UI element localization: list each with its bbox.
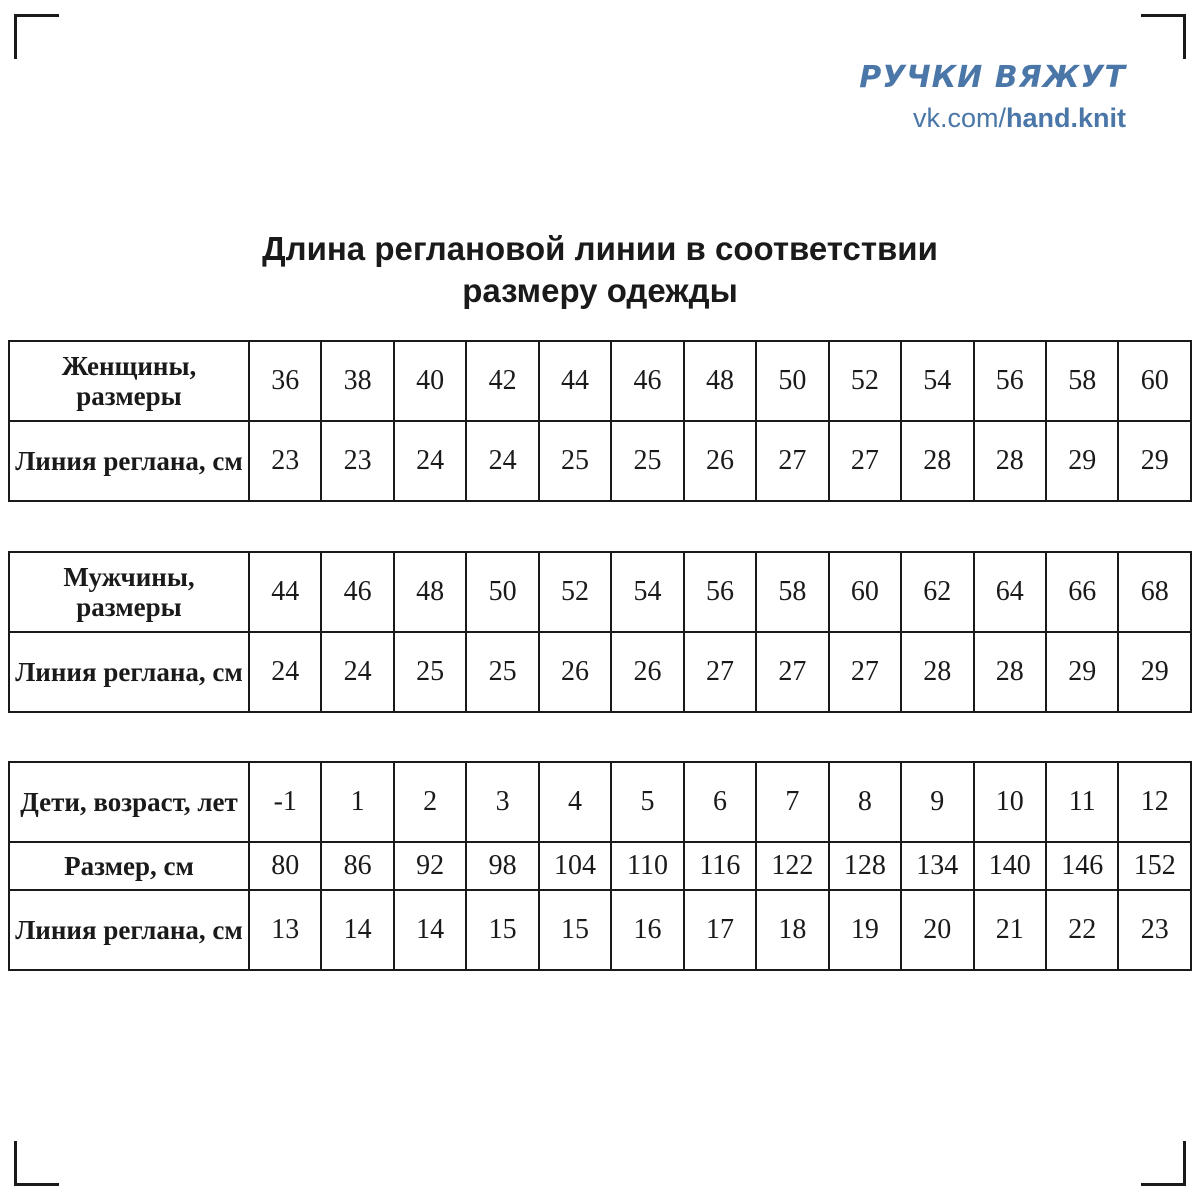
brand-name: РУЧКИ ВЯЖУТ xyxy=(859,60,1126,95)
table-cell: 92 xyxy=(394,842,466,890)
table-cell: 27 xyxy=(829,421,901,501)
table-cell: 22 xyxy=(1046,890,1118,970)
table-cell: 66 xyxy=(1046,552,1118,632)
table-cell: 11 xyxy=(1046,762,1118,842)
table-cell: 68 xyxy=(1118,552,1191,632)
table-cell: 26 xyxy=(539,632,611,712)
table-cell: 24 xyxy=(321,632,393,712)
table-cell: 24 xyxy=(249,632,321,712)
table-cell: 28 xyxy=(901,421,973,501)
table-cell: 86 xyxy=(321,842,393,890)
table-cell: 29 xyxy=(1046,632,1118,712)
table-cell: 50 xyxy=(466,552,538,632)
men-sizes-row xyxy=(9,552,1191,632)
table-cell: 28 xyxy=(901,632,973,712)
brand-url-handle: hand.knit xyxy=(1006,103,1126,133)
women-raglan-row xyxy=(9,421,1191,501)
table-cell: 25 xyxy=(394,632,466,712)
table-cell: 15 xyxy=(539,890,611,970)
table-cell: 15 xyxy=(466,890,538,970)
table-cell: 42 xyxy=(466,341,538,421)
brand-url[interactable] xyxy=(859,103,1126,134)
children-ages-row xyxy=(9,762,1191,842)
crop-mark-top-right xyxy=(1141,14,1186,59)
table-cell: 24 xyxy=(466,421,538,501)
table-cell: 27 xyxy=(684,632,756,712)
table-cell: 54 xyxy=(901,341,973,421)
table-cell: 54 xyxy=(611,552,683,632)
table-cell: 27 xyxy=(829,632,901,712)
women-raglan-label: Линия реглана, см xyxy=(9,421,249,501)
table-cell: 50 xyxy=(756,341,828,421)
table-cell: 146 xyxy=(1046,842,1118,890)
table-cell: 48 xyxy=(684,341,756,421)
table-cell: 104 xyxy=(539,842,611,890)
table-cell: 4 xyxy=(539,762,611,842)
children-ages-label: Дети, возраст, лет xyxy=(9,762,249,842)
women-sizes-row xyxy=(9,341,1191,421)
title-line-1: Длина реглановой линии в соответствии xyxy=(262,230,938,267)
table-cell: 134 xyxy=(901,842,973,890)
table-cell: 26 xyxy=(611,632,683,712)
title-line-2: размеру одежды xyxy=(462,272,738,309)
table-cell: 16 xyxy=(611,890,683,970)
men-table xyxy=(8,551,1192,713)
table-cell: 25 xyxy=(466,632,538,712)
table-cell: 7 xyxy=(756,762,828,842)
table-cell: 28 xyxy=(974,421,1046,501)
table-cell: 29 xyxy=(1118,421,1191,501)
women-sizes-label: Женщины, размеры xyxy=(9,341,249,421)
table-cell: 25 xyxy=(611,421,683,501)
table-cell: 44 xyxy=(539,341,611,421)
table-cell: 14 xyxy=(321,890,393,970)
table-cell: 128 xyxy=(829,842,901,890)
table-cell: 60 xyxy=(829,552,901,632)
children-table xyxy=(8,761,1192,971)
table-cell: 8 xyxy=(829,762,901,842)
table-cell: 58 xyxy=(1046,341,1118,421)
men-raglan-row xyxy=(9,632,1191,712)
table-cell: 48 xyxy=(394,552,466,632)
table-cell: 29 xyxy=(1046,421,1118,501)
table-cell: 1 xyxy=(321,762,393,842)
table-cell: 10 xyxy=(974,762,1046,842)
brand-watermark xyxy=(859,60,1126,134)
table-cell: 23 xyxy=(1118,890,1191,970)
children-sizes-label: Размер, см xyxy=(9,842,249,890)
table-cell: 17 xyxy=(684,890,756,970)
crop-mark-bottom-right xyxy=(1141,1141,1186,1186)
table-cell: 122 xyxy=(756,842,828,890)
table-cell: -1 xyxy=(249,762,321,842)
table-cell: 38 xyxy=(321,341,393,421)
table-cell: 40 xyxy=(394,341,466,421)
table-cell: 52 xyxy=(829,341,901,421)
table-cell: 20 xyxy=(901,890,973,970)
table-cell: 14 xyxy=(394,890,466,970)
table-cell: 110 xyxy=(611,842,683,890)
table-cell: 27 xyxy=(756,632,828,712)
table-cell: 80 xyxy=(249,842,321,890)
table-cell: 140 xyxy=(974,842,1046,890)
men-sizes-label: Мужчины, размеры xyxy=(9,552,249,632)
table-cell: 44 xyxy=(249,552,321,632)
table-cell: 56 xyxy=(684,552,756,632)
table-cell: 64 xyxy=(974,552,1046,632)
table-cell: 98 xyxy=(466,842,538,890)
table-cell: 19 xyxy=(829,890,901,970)
table-cell: 25 xyxy=(539,421,611,501)
children-raglan-label: Линия реглана, см xyxy=(9,890,249,970)
children-raglan-row xyxy=(9,890,1191,970)
brand-url-prefix: vk.com/ xyxy=(912,103,1006,133)
table-cell: 26 xyxy=(684,421,756,501)
table-cell: 52 xyxy=(539,552,611,632)
table-cell: 2 xyxy=(394,762,466,842)
table-cell: 152 xyxy=(1118,842,1191,890)
table-cell: 12 xyxy=(1118,762,1191,842)
table-cell: 46 xyxy=(611,341,683,421)
table-cell: 28 xyxy=(974,632,1046,712)
table-cell: 5 xyxy=(611,762,683,842)
table-cell: 56 xyxy=(974,341,1046,421)
children-sizes-row xyxy=(9,842,1191,890)
crop-mark-top-left xyxy=(14,14,59,59)
table-cell: 60 xyxy=(1118,341,1191,421)
table-cell: 23 xyxy=(249,421,321,501)
table-cell: 18 xyxy=(756,890,828,970)
page-title xyxy=(0,228,1200,312)
crop-mark-bottom-left xyxy=(14,1141,59,1186)
table-cell: 9 xyxy=(901,762,973,842)
table-cell: 46 xyxy=(321,552,393,632)
table-cell: 36 xyxy=(249,341,321,421)
table-cell: 29 xyxy=(1118,632,1191,712)
table-cell: 24 xyxy=(394,421,466,501)
table-cell: 62 xyxy=(901,552,973,632)
table-cell: 27 xyxy=(756,421,828,501)
women-table xyxy=(8,340,1192,502)
table-cell: 3 xyxy=(466,762,538,842)
table-cell: 23 xyxy=(321,421,393,501)
table-cell: 13 xyxy=(249,890,321,970)
table-cell: 116 xyxy=(684,842,756,890)
men-raglan-label: Линия реглана, см xyxy=(9,632,249,712)
table-cell: 58 xyxy=(756,552,828,632)
table-cell: 6 xyxy=(684,762,756,842)
table-cell: 21 xyxy=(974,890,1046,970)
